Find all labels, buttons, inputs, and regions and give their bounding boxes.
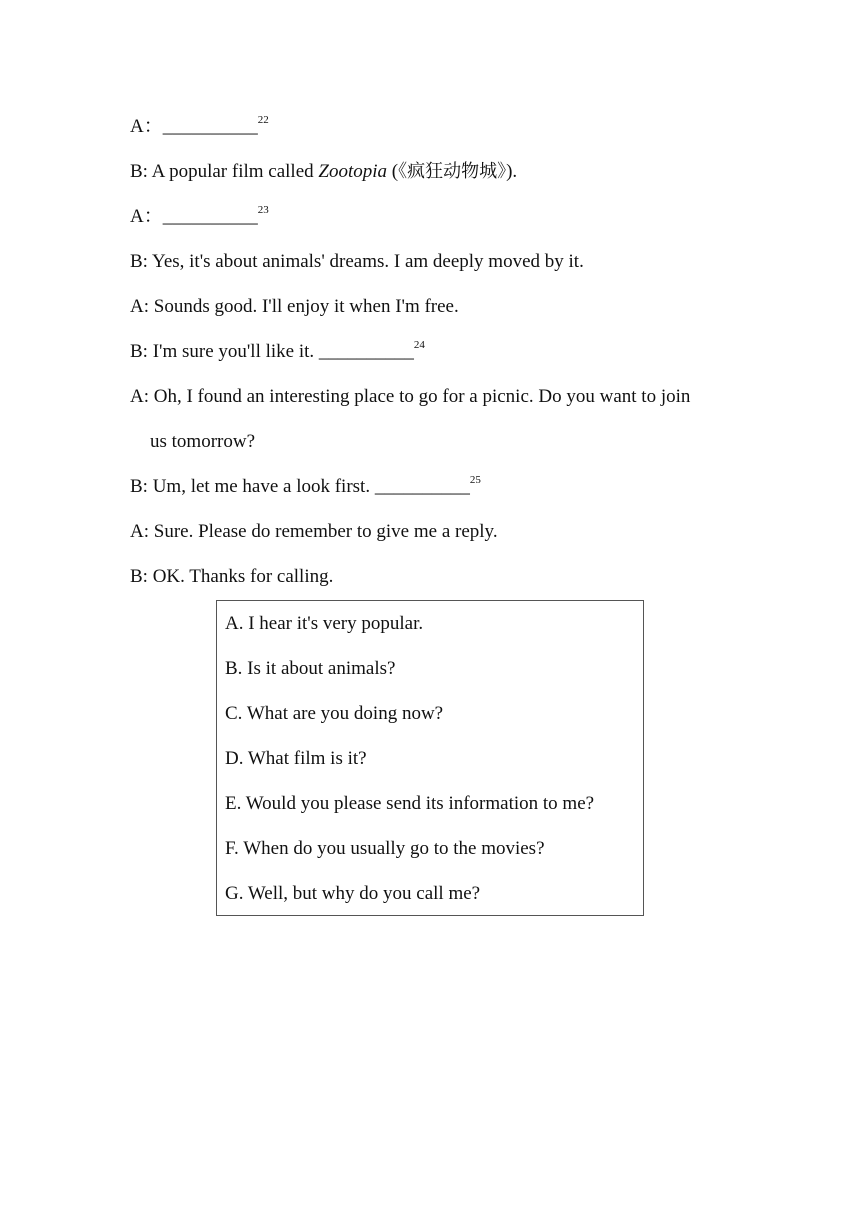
- speaker-label: A:: [130, 296, 154, 317]
- dialogue-line-8: [130, 476, 481, 498]
- option-e: E. Would you please send its information to me?: [225, 793, 595, 814]
- dialogue-line-4: [130, 251, 584, 273]
- dialogue-line-10: [130, 566, 333, 588]
- question-number: 25: [469, 474, 481, 486]
- question-number: 24: [413, 339, 425, 351]
- option-a: A. I hear it's very popular.: [225, 613, 424, 634]
- line-text: Um, let me have a look first.: [152, 476, 375, 497]
- options-box: [216, 600, 644, 916]
- dialogue-line-9: [130, 521, 498, 543]
- film-title: Zootopia: [318, 161, 388, 182]
- line-text: Sure. Please do remember to give me a reply.: [153, 521, 498, 542]
- line-text: A popular film called: [151, 161, 319, 182]
- speaker-label: A：: [130, 116, 163, 137]
- dialogue-line-5: [130, 296, 459, 318]
- question-number: 23: [257, 204, 269, 216]
- speaker-label: A:: [130, 386, 154, 407]
- dialogue-line-6: [130, 341, 425, 363]
- line-text: ).: [506, 161, 518, 182]
- speaker-label: B:: [130, 341, 153, 362]
- dialogue-line-7: [130, 386, 690, 408]
- dialogue-line-2: [130, 161, 517, 183]
- line-text: OK. Thanks for calling.: [152, 566, 334, 587]
- speaker-label: B:: [130, 566, 153, 587]
- dialogue-line-1: [130, 116, 269, 138]
- answer-blank: __________: [162, 116, 258, 137]
- speaker-label: B:: [130, 476, 153, 497]
- dialogue-line-7-continuation: [150, 431, 255, 453]
- answer-blank: __________: [374, 476, 470, 497]
- question-number: 22: [257, 114, 269, 126]
- line-text: I'm sure you'll like it.: [152, 341, 319, 362]
- speaker-label: B:: [130, 161, 152, 182]
- option-c: C. What are you doing now?: [225, 703, 444, 724]
- dialogue-line-3: [130, 206, 269, 228]
- line-text: Sounds good. I'll enjoy it when I'm free.: [153, 296, 459, 317]
- speaker-label: A：: [130, 206, 163, 227]
- line-text: us tomorrow?: [150, 431, 256, 452]
- answer-blank: __________: [162, 206, 258, 227]
- speaker-label: B:: [130, 251, 152, 272]
- chinese-title: 《疯狂动物城》: [398, 161, 507, 182]
- line-text: Oh, I found an interesting place to go for a picnic. Do you want to join: [153, 386, 691, 407]
- speaker-label: A:: [130, 521, 154, 542]
- line-text: (: [387, 161, 399, 182]
- answer-blank: __________: [318, 341, 414, 362]
- option-f: F. When do you usually go to the movies?: [225, 838, 545, 859]
- option-d: D. What film is it?: [225, 748, 367, 769]
- line-text: Yes, it's about animals' dreams. I am deeply moved by it.: [152, 251, 584, 272]
- option-g: G. Well, but why do you call me?: [225, 883, 481, 904]
- option-b: B. Is it about animals?: [225, 658, 396, 679]
